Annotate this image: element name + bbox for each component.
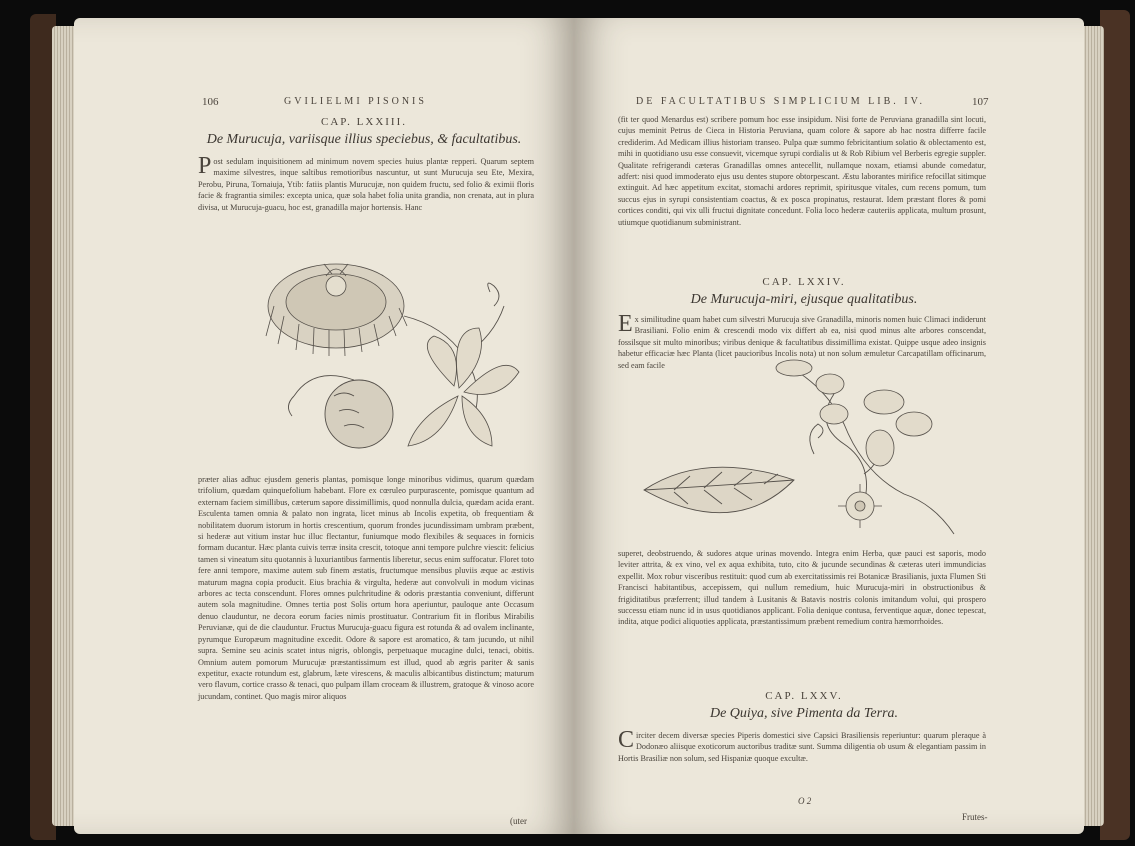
murucuja-plate [214, 246, 524, 468]
page-edges-left [52, 26, 76, 826]
catchword: (uter [510, 816, 527, 826]
murucuja-miri-plate [634, 354, 974, 540]
chapter-75-paragraph: Circiter decem diversæ species Piperis domestici sive Capsici Brasiliensis reperiuntur: quarum pleraque à Dodonæo aliisque exoticorum auctoribus traditæ sunt. Summa diligentia ob usum & elegantiam passim in Hortis Brasiliæ non solum, sed Hispaniæ quoque excultæ. [618, 727, 986, 763]
chapter-label-75: CAP. LXXV. [765, 690, 843, 702]
continuation-paragraph: (fit ter quod Menardus est) scribere pomum hoc esse insipidum. Nisi forte de Peruviana granadilla sint locuti, cujus meminit Petrus de Cieca in Historia Peruviana, quam colore & sapore ab hac nostra differre facile crediderim. Ad Medicam illius historiam transeo. Pulpa quæ summo febricitantium solatio & oblectamento est, mihi in quotidiano usu esse consuevit, vicemque syrupi cordialis ut & Rob Ribium vel Berberis egregie suppler. Qualitate refrigerandi cæteras Granadillas omnes antecellit, nullamque noxam, etiamsi abunde comedatur, adfert: nisi quod immoderato ejus usu dentes stupore obtorpescant. Æstu laborantes mirifice refocillat sitimque extinguit. Ad hæc appetitum excitat, stomachi ardores reprimit, spiritusque vitales, cum recens pomum, tum succus ejus in syrupi consistentiam coactus, & ex posca propinatus, restaurat. Idem præstant flores & pomi cortices conditi, qui vix ulli fructui dignitate concedunt. Folia loco hederæ cauteriis applicata, multum prosunt, utiumque quotidianum subministrant. [618, 115, 986, 227]
page-edges-right [1082, 26, 1104, 826]
chapter-title: De Murucuja, variisque illius speciebus, & facultatibus. [206, 132, 522, 147]
page-number: 106 [202, 96, 219, 108]
passion-flower-illustration [266, 264, 407, 356]
signature-mark: O 2 [798, 796, 812, 806]
large-leaf-illustration [644, 467, 794, 513]
page-number: 107 [972, 96, 989, 108]
running-head: DE FACULTATIBUS SIMPLICIUM LIB. IV. [636, 96, 926, 107]
book-cover-right [1100, 10, 1130, 840]
body-paragraph: præter alias adhuc ejusdem generis plantas, pomisque longe minoribus vidimus, quarum quædam trifolium, quædam quinquefolium habebant. Flore ex cœruleo purpurascente, pomisque quantum ad externam faciem simillibus, cæterum sapore dissimillimis, quod nonnulla dulcia, quædam acida erant. Esculenta tamen omnia & palato non ingrata, licet minus ab Incolis expetita, ob frequentiam & nobilitatem duorum istorum in hortis crescentium, quorum frondes jucundissimam umbram præbent, si hederæ aut vitium instar huc illuc flectantur, funiumque modo flexibiles & sequaces in fornicis formam ducantur. Hæc planta cuivis terræ insita crescit, totoque anni tempore pulchre viescit: felicius tamen si vineatum situ quotannis à luxuriantibus farmentis liberetur, secus enim suffocatur. Floret toto fere anni tempore, maxime autem sub finem æstatis, fructumque mensibus pluviis æque ac æstivis maturum magna copia producit. Eius brachia & virgulta, hederæ aut convolvuli in modum vicinas arbores ac tecta conscendunt. Flores omnes pulchritudine & odoris præstantia conveniunt, differunt autem sola magnitudine. Omnes tertia post Solis ortum hora aperiuntur, pauloque ante Occasum denuo clauduntur, ne decora eorum facies nimis prostituatur. Contrarium fit in floribus Mirabilis Peruvianæ, qui de die clauduntur. Fructus Murucuja-guacu figura est rotunda & ad ovalem inclinante, pyrumque Europæum magnitudine excedit. Odore & sapore est aromatico, & tam jucundo, ut nihil supra. Semine seu acinis scatet intus nigris, oblongis, perpetuaque mucagine dulci, tenaci, obitis. Omnium autem pomorum Murucujæ præstantissimum est illud, quod ab ægris pariter & sanis expetitur, exacte rotundum est, glabrum, læte virescens, & maculis albicantibus distinctum; maturum vero flavum, cortice crasso & tenaci, quo pulpam illam croceam & illustrem, gratoque & vinoso acore jucundam, continet. Quo magis miror aliquos [198, 475, 534, 701]
right-page [574, 18, 1084, 834]
intro-paragraph: Post sedulam inquisitionem ad minimum novem species huius plantæ repperi. Quarum septem maxime silvestres, inque saltibus remotioribus nascuntur, ut sunt Murucuja seu Ete, Mexira, Perobu, Piruna, Tornaiuja, Ytib: fatiis plantis Murucujæ, non quidem fructu, sed folio & eximii floris facie & fragrantia similes: excepta unica, quæ sola habet folia unita grandia, non crenata, aut in plura divisa, ut Murucuja-guacu, hoc est, granadilla major hortensis. Hanc [198, 153, 534, 212]
fruit-illustration [288, 376, 393, 448]
chapter-title-75: De Quiya, sive Pimenta da Terra. [709, 706, 899, 721]
chapter-74-continuation: superet, deobstruendo, & sudores atque urinas movendo. Integra enim Herba, quæ pauci est saporis, modo leviter attrita, & ex vino, vel ex aqua exhibita, tuto, cito & jucunde secundinas & cæteras uteri immundicias expellit. Mox robur visceribus restituit: quod cum ab exercitatissimis rei Botanicæ Brasilianis, juxta Flumen Sti Francisci habitantibus, accepissem, qui nullum remedium, huic Murucuja-miri in obstructionibus & frigiditatibus præferrent; illud tandem à Lusitanis & Batavis nostris colonis imitandum volui, qui prospero successu etiam nunc id in usus quotidianos applicant. Folia denique contusa, ferventique aquæ, donec tepescat, indita, atque podici aliquoties applicata, præstantissimum præbent remedium contra hæmorrhoides. [618, 549, 986, 627]
left-page [74, 18, 574, 834]
leaf-cluster-illustration [776, 360, 932, 466]
chapter-title-74: De Murucuja-miri, ejusque qualitatibus. [690, 292, 918, 307]
chapter-label-74: CAP. LXXIV. [762, 276, 846, 288]
chapter-74-paragraph: Ex similitudine quam habet cum silvestri Murucuja sive Granadilla, minoris nomen huic Climaci indiderunt Brasiliani. Folio enim & crescendi modo vix differt ab ea, nisi quod minus alte arbores conscendat, fossilsque sit multo minoribus; viribus denique & facultatibus dissimillima existat. Quippe usque adeo insignis habetur efficaciæ hæc Planta (licet paucioribus Incolis nota) ut non solum æmuletur Carcapatillam officinarum, sed eam facile [618, 311, 986, 370]
leaf-cluster-illustration [408, 328, 519, 446]
vine-illustration [404, 283, 504, 416]
small-flower-illustration [838, 484, 882, 528]
running-head: GVILIELMI PISONIS [284, 96, 427, 107]
catchword: Frutes- [962, 812, 988, 822]
chapter-label: CAP. LXXIII. [320, 116, 408, 128]
